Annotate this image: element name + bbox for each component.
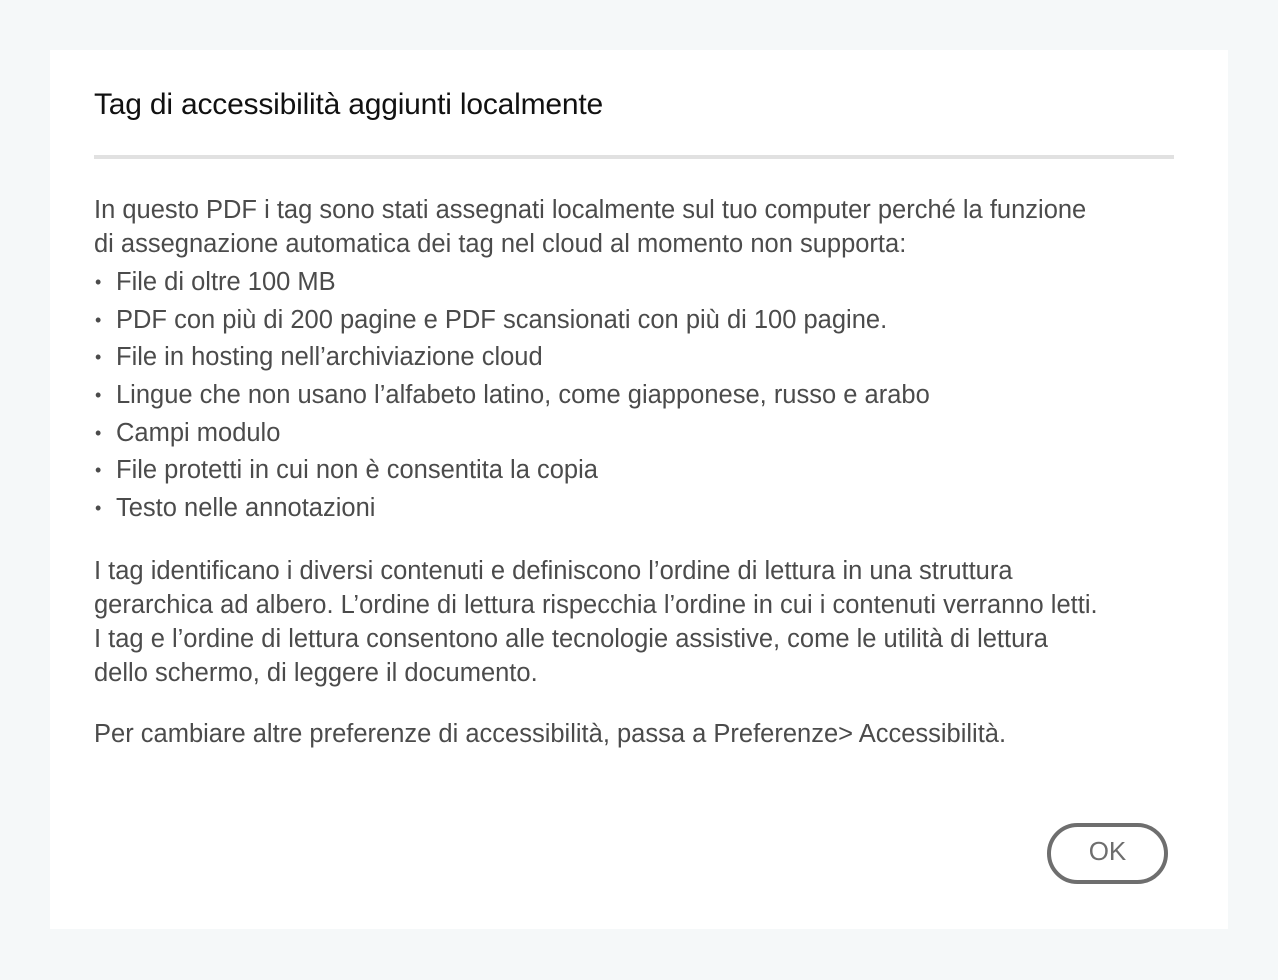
list-item-text: PDF con più di 200 pagine e PDF scansionati con più di 100 pagine. <box>116 305 888 334</box>
explanation-paragraph <box>94 554 1214 690</box>
list-item-text: File protetti in cui non è consentita la copia <box>116 456 598 485</box>
intro-paragraph <box>94 193 1214 261</box>
title-divider <box>94 155 1174 159</box>
preferences-paragraph: Per cambiare altre preferenze di accessibilità, passa a Preferenze> Accessibilità. <box>94 719 1007 748</box>
dialog-body <box>94 193 1214 751</box>
list-item <box>94 302 1214 340</box>
bullet-icon: • <box>95 498 102 519</box>
bullet-icon: • <box>95 272 102 292</box>
explanation-line: gerarchica ad albero. L’ordine di lettura rispecchia l’ordine in cui i contenuti verranno letti. <box>94 590 1098 619</box>
list-item <box>94 452 1214 490</box>
explanation-line: dello schermo, di leggere il documento. <box>94 658 538 687</box>
list-item <box>94 264 1214 302</box>
explanation-line: I tag e l’ordine di lettura consentono alle tecnologie assistive, come le utilità di lettura <box>94 624 1048 653</box>
intro-line: In questo PDF i tag sono stati assegnati localmente sul tuo computer perché la funzione <box>94 196 1087 224</box>
list-item <box>94 339 1214 377</box>
list-item-text: Testo nelle annotazioni <box>116 494 376 523</box>
bullet-icon: • <box>95 309 102 330</box>
explanation-line: I tag identificano i diversi contenuti e definiscono l’ordine di lettura in una struttura <box>94 556 1013 585</box>
bullet-icon: • <box>95 422 102 443</box>
bullet-icon: • <box>95 460 102 481</box>
bullet-icon: • <box>95 347 102 368</box>
dialog-title: Tag di accessibilità aggiunti localmente <box>94 88 603 121</box>
unsupported-list <box>94 264 1214 528</box>
bullet-icon: • <box>95 385 102 406</box>
list-item-text: Campi modulo <box>116 418 281 447</box>
list-item-text: File di oltre 100 MB <box>116 268 336 296</box>
ok-button[interactable]: OK <box>1047 823 1168 884</box>
intro-line: di assegnazione automatica dei tag nel cloud al momento non supporta: <box>94 230 907 258</box>
list-item <box>94 415 1214 453</box>
list-item <box>94 377 1214 415</box>
list-item-text: Lingue che non usano l’alfabeto latino, come giapponese, russo e arabo <box>116 381 930 410</box>
list-item <box>94 490 1214 528</box>
list-item-text: File in hosting nell’archiviazione cloud <box>116 343 543 372</box>
accessibility-tags-dialog <box>50 50 1228 929</box>
